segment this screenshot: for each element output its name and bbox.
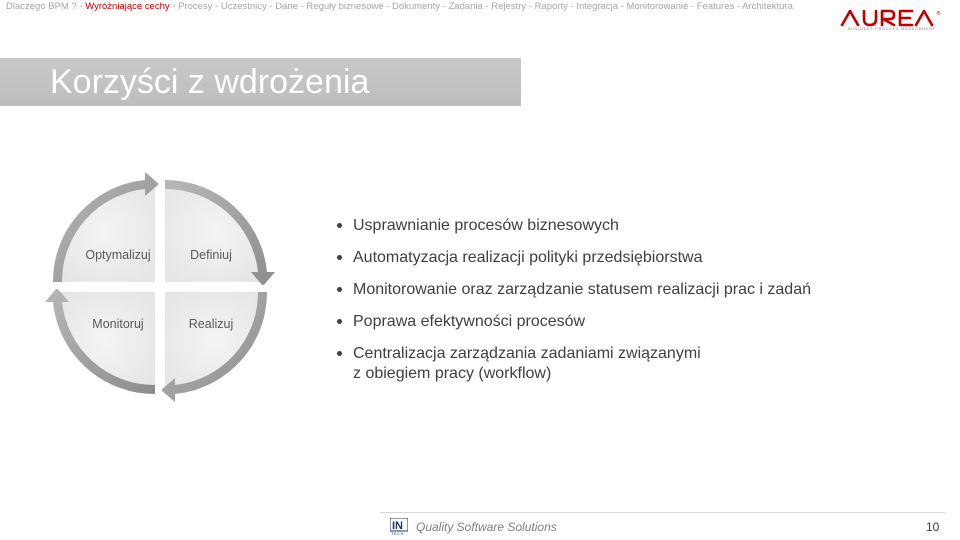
breadcrumb-separator: - (618, 1, 627, 12)
list-item-text: Automatyzacja realizacji polityki przedsiębiorstwa (353, 249, 703, 266)
aurea-logo-mark (840, 8, 944, 28)
list-item-text: Poprawa efektywności procesów (353, 313, 586, 330)
breadcrumb-separator: - (266, 1, 276, 12)
footer-company: Quality Software Solutions (416, 520, 557, 534)
bullet-dot-icon (337, 319, 342, 324)
breadcrumb-separator: - (567, 1, 577, 12)
logo-tagline: BUSINESS PROCESS MANAGEMENT (848, 27, 936, 31)
list-item-text: Centralizacja zarządzania zadaniami związanymi (353, 345, 701, 362)
list-item-text: Monitorowanie oraz zarządzanie statusem realizacji prac i zadań (353, 281, 811, 298)
breadcrumb-item[interactable]: Dlaczego BPM ? (6, 1, 77, 12)
bullet-dot-icon (337, 255, 342, 260)
title-band (0, 58, 521, 106)
breadcrumb-separator: - (482, 1, 492, 12)
breadcrumb-item[interactable]: Procesy (178, 1, 213, 12)
bullet-dot-icon (337, 223, 342, 228)
breadcrumb-item[interactable]: Integracja (576, 1, 619, 12)
breadcrumb-item[interactable]: Reguły biznesowe (306, 1, 384, 12)
list-item (336, 279, 936, 300)
cycle-diagram (45, 172, 275, 402)
list-item (336, 311, 936, 332)
registered-mark: ® (936, 11, 941, 17)
breadcrumb-item[interactable]: Features (696, 1, 735, 12)
breadcrumb-separator: - (169, 1, 179, 12)
cycle-label-monitoruj[interactable]: Monitoruj (92, 317, 144, 331)
breadcrumb-separator: - (734, 1, 743, 12)
list-item (336, 215, 936, 236)
breadcrumb-separator: - (440, 1, 449, 12)
cycle-label-definiuj[interactable]: Definiuj (190, 248, 232, 262)
list-item (336, 247, 936, 268)
breadcrumb (6, 1, 806, 13)
intech-logo-icon (390, 518, 408, 535)
cycle-graphic (45, 172, 275, 402)
list-item-text-continued: z obiegiem pracy (workflow) (353, 365, 552, 382)
breadcrumb-item[interactable]: Uczestnicy (220, 1, 267, 12)
breadcrumb-item[interactable]: Dane (275, 1, 298, 12)
intech-logo-letters: IN (392, 520, 403, 532)
breadcrumb-item[interactable]: Zadania (448, 1, 483, 12)
breadcrumb-item[interactable]: Dokumenty (391, 1, 441, 12)
list-item-text: Usprawnianie procesów biznesowych (353, 217, 619, 234)
list-item (336, 343, 936, 384)
breadcrumb-separator: - (383, 1, 392, 12)
footer-divider (380, 512, 945, 513)
bullet-dot-icon (337, 351, 342, 356)
breadcrumb-item[interactable]: Monitorowanie (626, 1, 689, 12)
cycle-label-realizuj[interactable]: Realizuj (188, 317, 234, 331)
intech-logo-subtext: TECH (391, 531, 404, 535)
breadcrumb-separator: - (212, 1, 221, 12)
aurea-logo (840, 8, 944, 34)
bullet-dot-icon (337, 287, 342, 292)
benefits-list (336, 215, 936, 395)
breadcrumb-item[interactable]: Rejestry (491, 1, 527, 12)
breadcrumb-separator: - (526, 1, 535, 12)
cycle-label-optymalizuj[interactable]: Optymalizuj (85, 248, 151, 262)
breadcrumb-separator: - (297, 1, 307, 12)
slide-title: Korzyści z wdrożenia (50, 63, 370, 101)
breadcrumb-item[interactable]: Architektura (742, 1, 793, 12)
page-number: 10 (926, 520, 940, 534)
breadcrumb-separator: - (688, 1, 697, 12)
breadcrumb-separator: - (76, 1, 86, 12)
breadcrumb-item[interactable]: Raporty (534, 1, 568, 12)
breadcrumb-item-active[interactable]: Wyróżniające cechy (85, 1, 170, 12)
